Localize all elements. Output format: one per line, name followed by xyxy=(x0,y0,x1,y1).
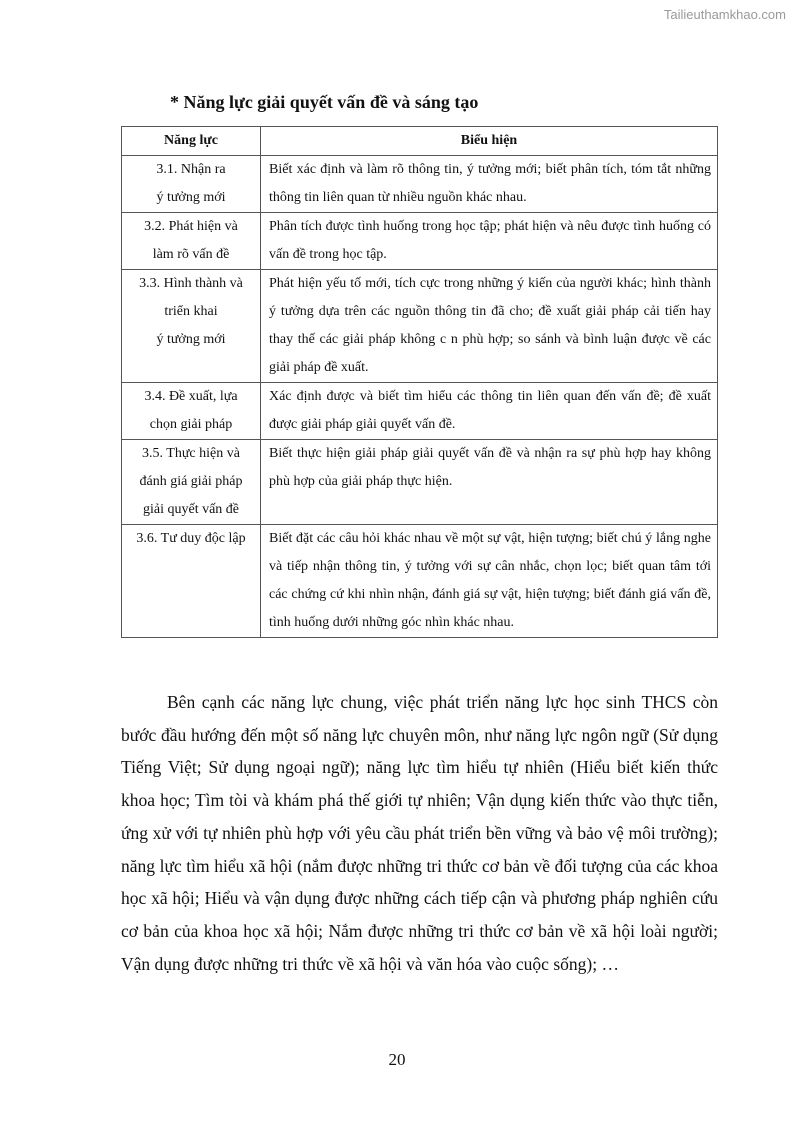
table-row xyxy=(122,383,718,440)
paragraph-text: Bên cạnh các năng lực chung, việc phát triển năng lực học sinh THCS còn bước đầu hướng đến một số năng lực chuyên môn, như năng lực ngôn ngữ (Sử dụng Tiếng Việt; Sử dụng ngoại ngữ); năng lực tìm hiểu tự nhiên (Hiểu biết kiến thức khoa học; Tìm tòi và khám phá thế giới tự nhiên; Vận dụng kiến thức vào thực tiễn, ứng xử với tự nhiên phù hợp với yêu cầu phát triển bền vững và bảo vệ môi trường); năng lực tìm hiểu xã hội (nắm được những tri thức cơ bản về đối tượng của các khoa học xã hội; Hiểu và vận dụng được những cách tiếp cận và phương pháp nghiên cứu cơ bản của khoa học xã hội; Nắm được những tri thức cơ bản về xã hội loài người; Vận dụng được những tri thức về xã hội và văn hóa vào cuộc sống); … xyxy=(121,692,718,974)
competency-name-line: ý tưởng mới xyxy=(156,332,226,347)
competency-name-line: 3.1. Nhận ra xyxy=(156,162,226,177)
competency-description: Xác định được và biết tìm hiểu các thông tin liên quan đến vấn đề; đề xuất được giải pháp giải quyết vấn đề. xyxy=(261,383,718,440)
competency-name-line: giải quyết vấn đề xyxy=(142,502,240,517)
table-row xyxy=(122,270,718,383)
competency-name-line: 3.4. Đề xuất, lựa xyxy=(144,389,238,404)
competency-name xyxy=(122,383,261,440)
competency-name xyxy=(122,270,261,383)
header-manifestation: Biểu hiện xyxy=(261,127,718,156)
competency-name-line: ý tưởng mới xyxy=(156,190,226,205)
competency-name-line: làm rõ vấn đề xyxy=(152,247,230,262)
table-row xyxy=(122,213,718,270)
header-competency: Năng lực xyxy=(122,127,261,156)
competency-name-line: chọn giải pháp xyxy=(149,417,233,432)
competency-name-line: 3.5. Thực hiện và xyxy=(142,446,240,461)
competency-name-line: 3.6. Tư duy độc lập xyxy=(136,531,246,546)
table-header-row xyxy=(122,127,718,156)
table-row xyxy=(122,525,718,638)
watermark: Tailieuthamkhao.com xyxy=(663,7,786,22)
competency-name-line: đánh giá giải pháp xyxy=(139,474,243,489)
competency-description: Biết xác định và làm rõ thông tin, ý tưởng mới; biết phân tích, tóm tắt những thông tin liên quan từ nhiều nguồn khác nhau. xyxy=(261,156,718,213)
competency-name-line: 3.3. Hình thành và xyxy=(139,276,243,291)
table-row xyxy=(122,156,718,213)
competency-name xyxy=(122,440,261,525)
competency-description: Biết đặt các câu hỏi khác nhau về một sự vật, hiện tượng; biết chú ý lắng nghe và tiếp nhận thông tin, ý tưởng với sự cân nhắc, chọn lọc; biết quan tâm tới các chứng cứ khi nhìn nhận, đánh giá sự vật, hiện tượng; biết đánh giá vấn đề, tình huống dưới những góc nhìn khác nhau. xyxy=(261,525,718,638)
competency-description: Phân tích được tình huống trong học tập; phát hiện và nêu được tình huống có vấn đề trong học tập. xyxy=(261,213,718,270)
competency-name xyxy=(122,213,261,270)
body-paragraph xyxy=(121,686,718,980)
competency-name xyxy=(122,156,261,213)
competency-description: Phát hiện yếu tố mới, tích cực trong những ý kiến của người khác; hình thành ý tưởng dựa trên các nguồn thông tin đã cho; đề xuất giải pháp cải tiến hay thay thế các giải pháp không c n phù hợp; so sánh và bình luận được về các giải pháp đề xuất. xyxy=(261,270,718,383)
page-number: 20 xyxy=(388,1050,406,1069)
competency-name-line: 3.2. Phát hiện và xyxy=(144,219,238,234)
table-row xyxy=(122,440,718,525)
competency-description: Biết thực hiện giải pháp giải quyết vấn đề và nhận ra sự phù hợp hay không phù hợp của giải pháp thực hiện. xyxy=(261,440,718,525)
competency-name xyxy=(122,525,261,638)
competency-table xyxy=(121,126,718,638)
competency-name-line: triển khai xyxy=(164,304,218,319)
section-heading: * Năng lực giải quyết vấn đề và sáng tạo xyxy=(170,92,479,112)
